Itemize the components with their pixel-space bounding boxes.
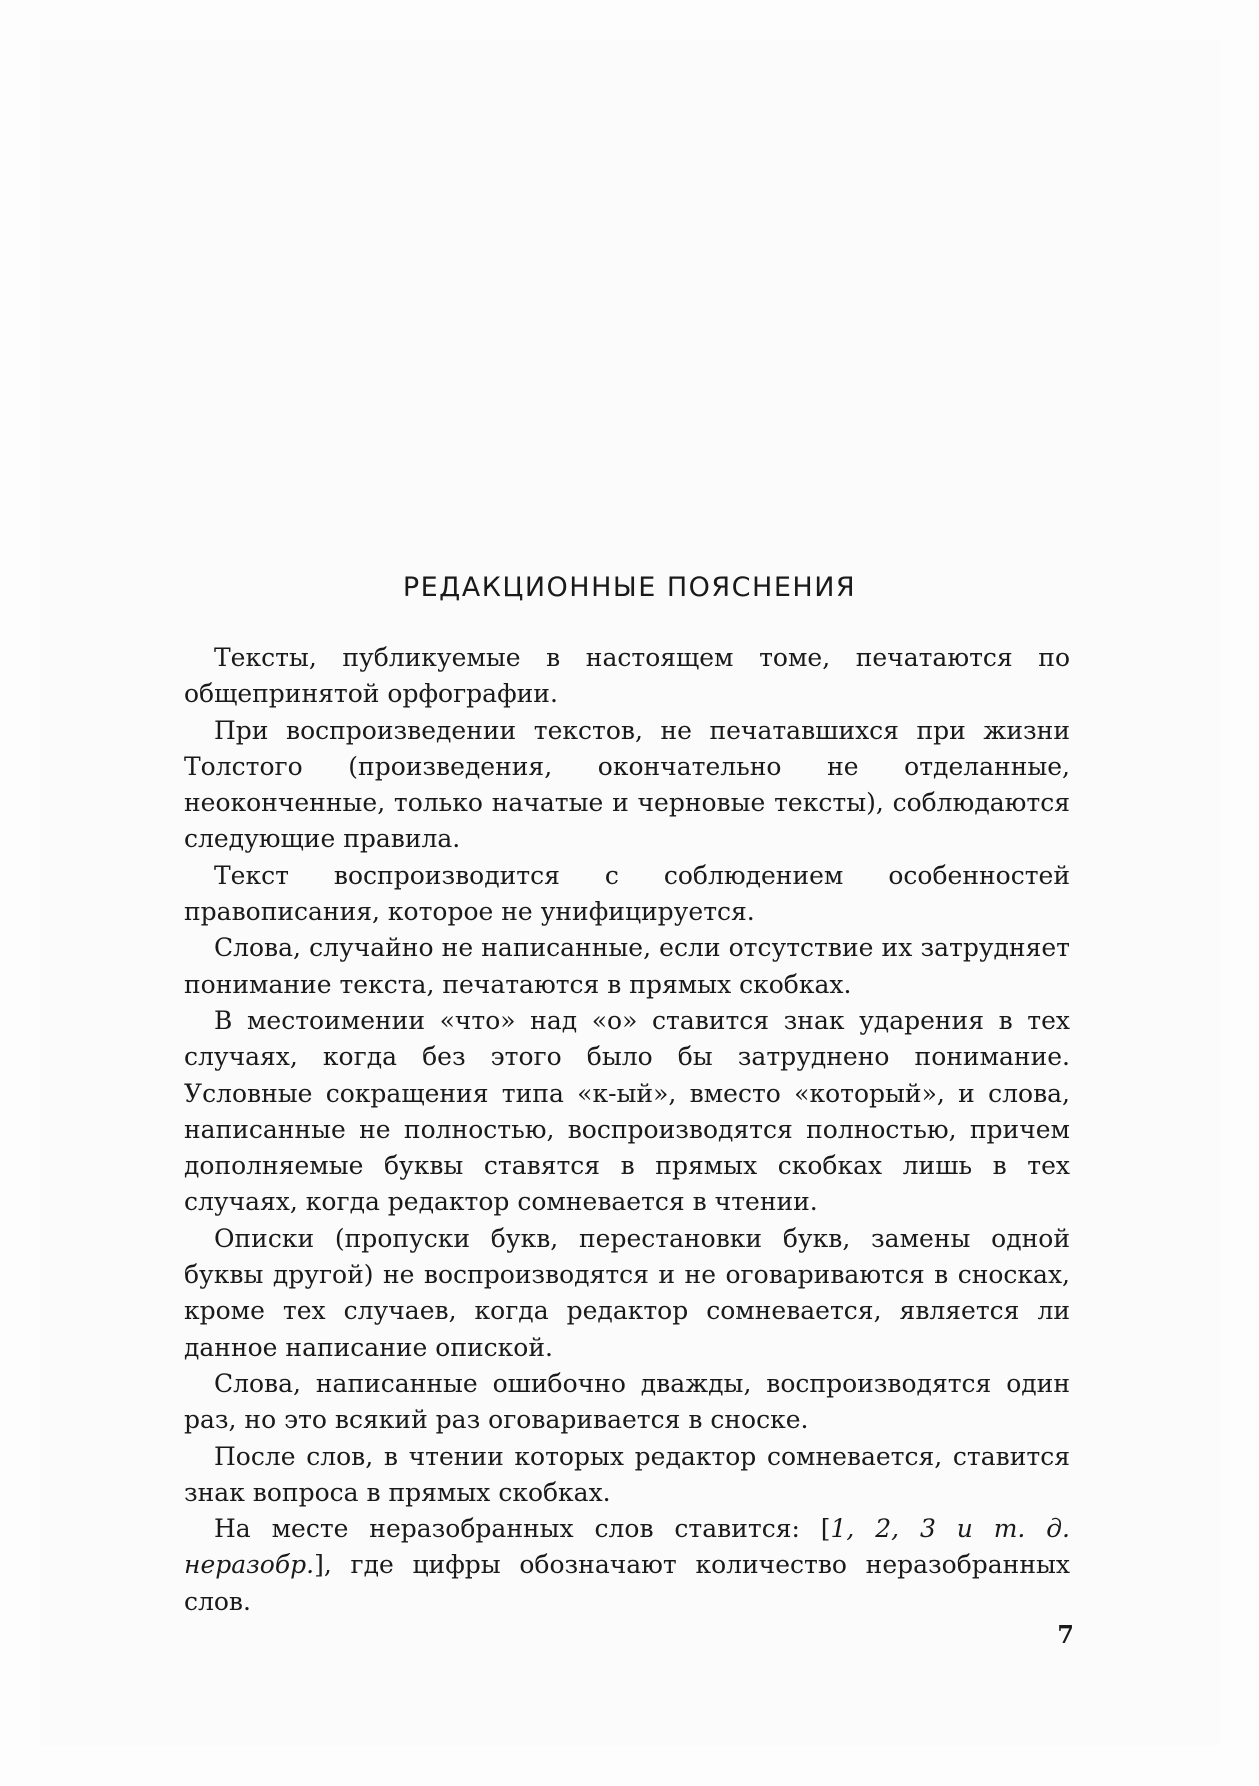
illegible-text-italic: 1, 2, 3 и т. д. неразобр.: [184, 1514, 1071, 1580]
paragraph-reproduction-rules: При воспроизведении текстов, не печатавшихся при жизни Толстого (произведения, окончательно не отделанные, неоконченные, только начатые и черновые тексты), соблюдаются следующие правила.: [184, 715, 1070, 854]
page-number: 7: [1057, 1620, 1074, 1649]
paragraph-doubtful-reading: После слов, в чтении которых редактор сомневается, ставится знак вопроса в прямых скобках.: [184, 1441, 1070, 1507]
paragraph-orthography: Тексты, публикуемые в настоящем томе, печатаются по общепринятой орфографии.: [184, 643, 1070, 709]
illegible-text-before: На месте неразобранных слов ставится: [: [214, 1514, 831, 1544]
paragraph-slips: Описки (пропуски букв, перестановки букв, замены одной буквы другой) не воспроизводятся и не оговариваются в сносках, кроме тех случаев, когда редактор сомневается, является ли данное написание опиской.: [184, 1223, 1070, 1362]
page-body: [184, 640, 1070, 1620]
paragraph-duplicates: Слова, написанные ошибочно дважды, воспроизводятся один раз, но это всякий раз оговаривается в сноске.: [184, 1368, 1070, 1435]
paragraph-stress-abbreviations: В местоимении «что» над «о» ставится знак ударения в тех случаях, когда без этого было бы затруднено понимание. Условные сокращения типа «к-ый», вместо «который», и слова, написанные не полностью, воспроизводятся полностью, причем дополняемые буквы ставятся в прямых скобках лишь в тех случаях, когда редактор сомневается в чтении.: [184, 1005, 1070, 1217]
paragraph-illegible-words: [184, 1511, 1070, 1620]
paragraph-spelling: Текст воспроизводится с соблюдением особенностей правописания, которое не унифицируется.: [184, 860, 1070, 927]
paragraph-missing-words: Слова, случайно не написанные, если отсутствие их затрудняет понимание текста, печатаются в прямых скобках.: [184, 933, 1070, 999]
illegible-text-after: ], где цифры обозначают количество неразобранных слов.: [184, 1550, 1070, 1616]
page-title: РЕДАКЦИОННЫЕ ПОЯСНЕНИЯ: [402, 572, 857, 603]
